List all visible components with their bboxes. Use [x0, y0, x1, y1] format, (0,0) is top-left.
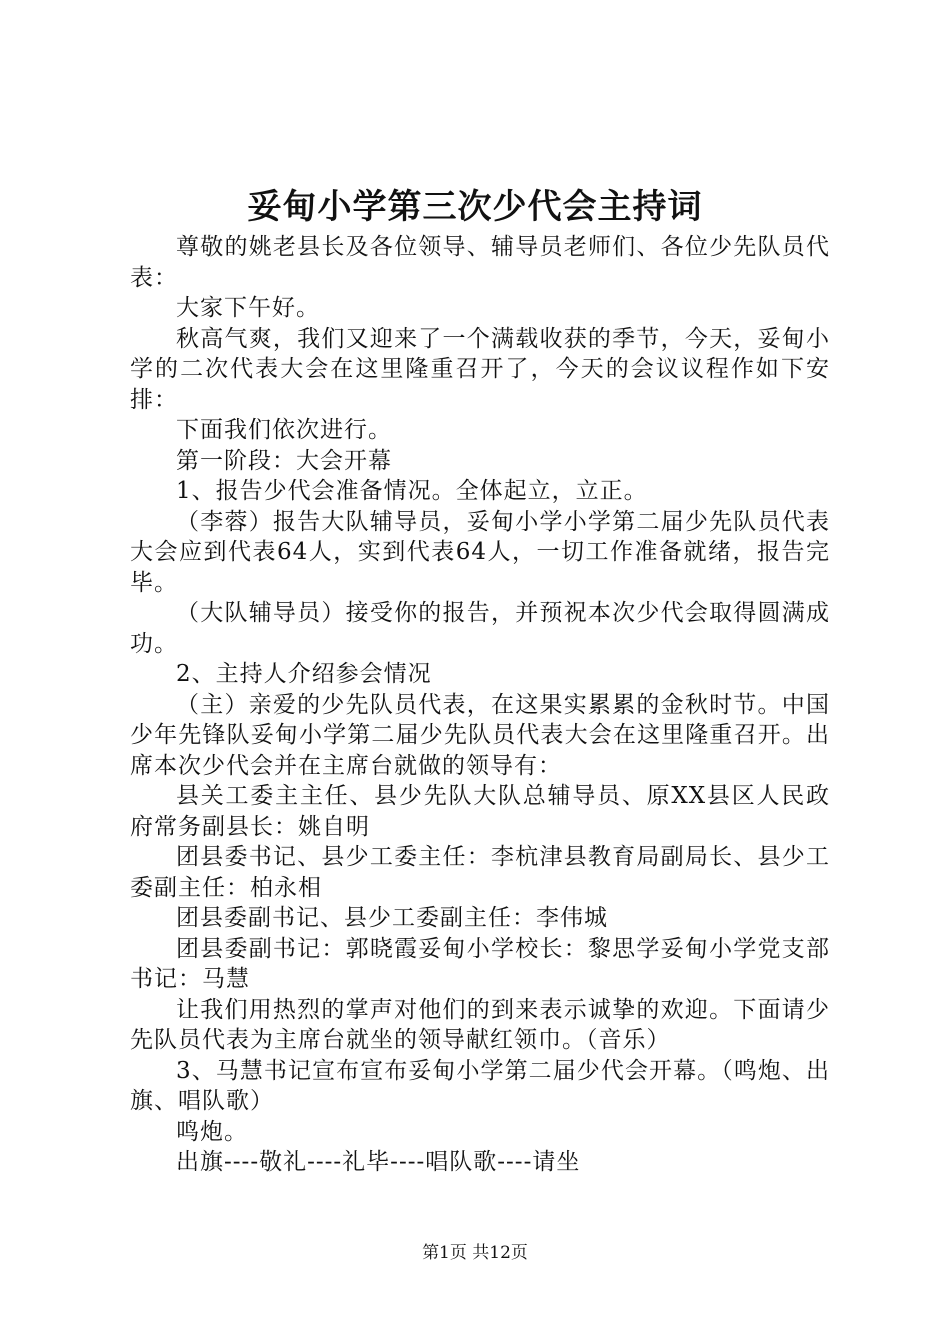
- paragraph: 鸣炮。: [176, 1118, 248, 1145]
- paragraph: 1、报告少代会准备情况。全体起立，立正。: [176, 478, 648, 504]
- document-title: 妥甸小学第三次少代会主持词: [247, 187, 703, 227]
- paragraph: 秋高气爽，我们又迎来了一个满载收获的季节，今天，妥甸小学的二次代表大会在这里隆重召开了，今天的会议议程作如下安排：: [130, 325, 830, 413]
- paragraph: 团县委书记、县少工委主任：李杭津县教育局副局长、县少工委副主任：柏永相: [130, 844, 830, 901]
- paragraph: （李蓉）报告大队辅导员，妥甸小学小学第二届少先队员代表大会应到代表64人，实到代表64人，一切工作准备就绪，报告完毕。: [130, 508, 830, 596]
- paragraph: 尊敬的姚老县长及各位领导、辅导员老师们、各位少先队员代表：: [130, 234, 830, 291]
- document-body: [130, 232, 830, 1178]
- paragraph: 团县委副书记、县少工委副主任：李伟城: [176, 905, 608, 931]
- paragraph: 大家下午好。: [176, 295, 320, 321]
- paragraph: 县关工委主主任、县少先队大队总辅导员、原XX县区人民政府常务副县长：姚自明: [130, 783, 830, 840]
- paragraph: 第一阶段：大会开幕: [176, 447, 392, 474]
- paragraph: 下面我们依次进行。: [176, 417, 392, 443]
- paragraph: 让我们用热烈的掌声对他们的到来表示诚挚的欢迎。下面请少先队员代表为主席台就坐的领导献红领巾。（音乐）: [130, 996, 830, 1053]
- paragraph: 出旗----敬礼----礼毕----唱队歌----请坐: [176, 1149, 581, 1175]
- paragraph: 3、马慧书记宣布宣布妥甸小学第二届少代会开幕。（鸣炮、出旗、唱队歌）: [130, 1057, 830, 1114]
- paragraph: 团县委副书记：郭晓霞妥甸小学校长：黎思学妥甸小学党支部书记：马慧: [130, 935, 830, 992]
- paragraph: （主）亲爱的少先队员代表，在这果实累累的金秋时节。中国少年先锋队妥甸小学第二届少先队员代表大会在这里隆重召开。出席本次少代会并在主席台就做的领导有：: [130, 691, 830, 779]
- paragraph: （大队辅导员）接受你的报告，并预祝本次少代会取得圆满成功。: [130, 600, 830, 657]
- paragraph: 2、主持人介绍参会情况: [176, 661, 432, 687]
- page-number-footer: 第1页 共12页: [422, 1243, 528, 1263]
